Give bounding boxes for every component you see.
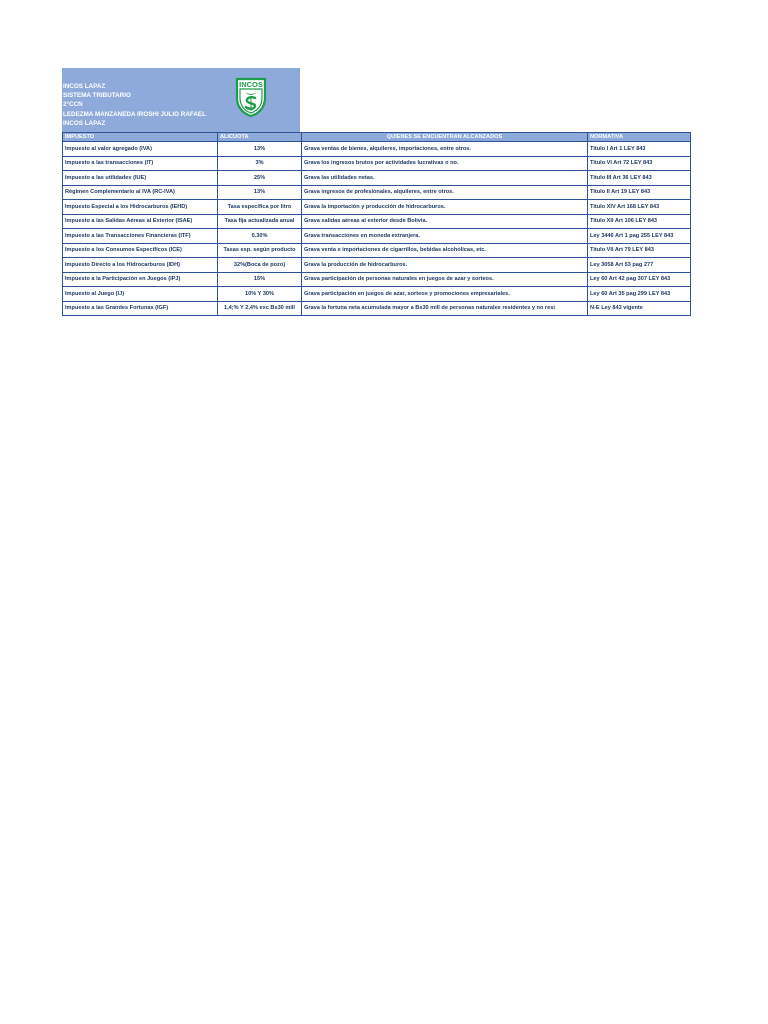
cell-impuesto: Impuesto Directo a los Hidrocarburos (IDH) xyxy=(63,258,218,273)
cell-impuesto: Impuesto al valor agregado (IVA) xyxy=(63,142,218,157)
cell-normativa: Ley 60 Art 42 pag 307 LEY 843 xyxy=(588,272,691,287)
table-row xyxy=(63,301,691,316)
column-header-alcanzados: QUIENES SE ENCUENTRAN ALCANZADOS xyxy=(302,133,588,142)
cell-alcanzados: Grava ventas de bienes, alquileres, importaciones, entre otros. xyxy=(302,142,588,157)
header-line-1: INCOS LAPAZ xyxy=(63,83,106,90)
cell-alcanzados: Grava las utilidades netas. xyxy=(302,171,588,186)
cell-alicuota: 13% xyxy=(218,185,302,200)
table-row xyxy=(63,272,691,287)
column-header-normativa: NORMATIVA xyxy=(588,133,691,142)
cell-alicuota: Tasa específica por litro xyxy=(218,200,302,215)
header-lines xyxy=(63,82,206,128)
cell-impuesto: Impuesto al Juego (IJ) xyxy=(63,287,218,302)
cell-alcanzados: Grava participación en juegos de azar, sorteos y promociones empresariales. xyxy=(302,287,588,302)
cell-alicuota: 10% Y 30% xyxy=(218,287,302,302)
cell-alcanzados: Grava venta e importaciones de cigarrillos, bebidas alcohólicas, etc. xyxy=(302,243,588,258)
cell-alcanzados: Grava salidas aéreas al exterior desde Bolivia. xyxy=(302,214,588,229)
cell-alicuota: 13% xyxy=(218,142,302,157)
table-row xyxy=(63,287,691,302)
column-header-alicuota: ALICUOTA xyxy=(218,133,302,142)
cell-impuesto: Impuesto a las Transacciones Financieras (ITF) xyxy=(63,229,218,244)
cell-alcanzados: Grava transacciones en moneda extranjera. xyxy=(302,229,588,244)
cell-impuesto: Régimen Complementario al IVA (RC-IVA) xyxy=(63,185,218,200)
cell-impuesto: Impuesto Especial a los Hidrocarburos (IEHD) xyxy=(63,200,218,215)
cell-impuesto: Impuesto a las utilidades (IUE) xyxy=(63,171,218,186)
header-block xyxy=(62,68,300,132)
cell-impuesto: Impuesto a los Consumos Específicos (ICE) xyxy=(63,243,218,258)
table-row xyxy=(63,142,691,157)
cell-impuesto: Impuesto a las Grandes Fortunas (IGF) xyxy=(63,301,218,316)
tax-table xyxy=(62,132,691,316)
cell-impuesto: Impuesto a la Participación en Juegos (IPJ) xyxy=(63,272,218,287)
cell-normativa: Ley 3058 Art 53 pag 277 xyxy=(588,258,691,273)
cell-alicuota: 15% xyxy=(218,272,302,287)
table-row xyxy=(63,200,691,215)
cell-normativa: Ley 3446 Art 1 pag 255 LEY 843 xyxy=(588,229,691,244)
cell-normativa: Titulo III Art 36 LEY 843 xyxy=(588,171,691,186)
header-line-4: LEDEZMA MANZANEDA IROSHI JULIO RAFAEL xyxy=(63,110,206,118)
cell-normativa: N-E Ley 843 vigente xyxy=(588,301,691,316)
cell-normativa: Titulo I Art 1 LEY 843 xyxy=(588,142,691,157)
cell-alcanzados: Grava la importación y producción de hidrocarburos. xyxy=(302,200,588,215)
cell-alcanzados: Grava participación de personas naturales en juegos de azar y sorteos. xyxy=(302,272,588,287)
table-row xyxy=(63,243,691,258)
table-row xyxy=(63,229,691,244)
cell-normativa: Titulo VII Art 79 LEY 843 xyxy=(588,243,691,258)
cell-normativa: Titulo XII Art 106 LEY 843 xyxy=(588,214,691,229)
header-line-2: SISTEMA TRIBUTARIO xyxy=(63,92,131,100)
cell-alcanzados: Grava ingresos de profesionales, alquileres, entre otros. xyxy=(302,185,588,200)
cell-alicuota: 0.30% xyxy=(218,229,302,244)
cell-impuesto: Impuesto a las transacciones (IT) xyxy=(63,156,218,171)
cell-alcanzados: Grava la producción de hidrocarburos. xyxy=(302,258,588,273)
cell-alicuota: Tasa fija actualizada anual xyxy=(218,214,302,229)
cell-alcanzados: Grava la fortuna neta acumulada mayor a Bs30 mill de personas naturales residentes y no resi xyxy=(302,301,588,316)
cell-normativa: Ley 60 Art 35 pag 299 LEY 843 xyxy=(588,287,691,302)
cell-alicuota: 32%(Boca de pozo) xyxy=(218,258,302,273)
table-row xyxy=(63,258,691,273)
cell-alicuota: 25% xyxy=(218,171,302,186)
cell-normativa: Titulo VI Art 72 LEY 843 xyxy=(588,156,691,171)
incos-logo xyxy=(234,76,268,118)
cell-normativa: Titulo II Art 19 LEY 843 xyxy=(588,185,691,200)
header-background xyxy=(62,68,300,132)
table-header-row xyxy=(63,133,691,142)
column-header-impuesto: IMPUESTO xyxy=(63,133,218,142)
cell-normativa: Titulo XIV Art 168 LEY 843 xyxy=(588,200,691,215)
table-row xyxy=(63,171,691,186)
header-line-5: INCOS LAPAZ xyxy=(63,119,106,127)
cell-impuesto: Impuesto a las Salidas Aéreas al Exterior (ISAE) xyxy=(63,214,218,229)
cell-alicuota: 1,4;% Y 2,4% exc Bs30 mill xyxy=(218,301,302,316)
table-row xyxy=(63,214,691,229)
cell-alicuota: Tasas esp. según producto xyxy=(218,243,302,258)
logo-text: INCOS xyxy=(239,80,263,89)
table-row xyxy=(63,156,691,171)
cell-alicuota: 3% xyxy=(218,156,302,171)
header-line-3: 2°CCN xyxy=(63,101,83,109)
table-row xyxy=(63,185,691,200)
cell-alcanzados: Grava los ingresos brutos por actividades lucrativas o no. xyxy=(302,156,588,171)
